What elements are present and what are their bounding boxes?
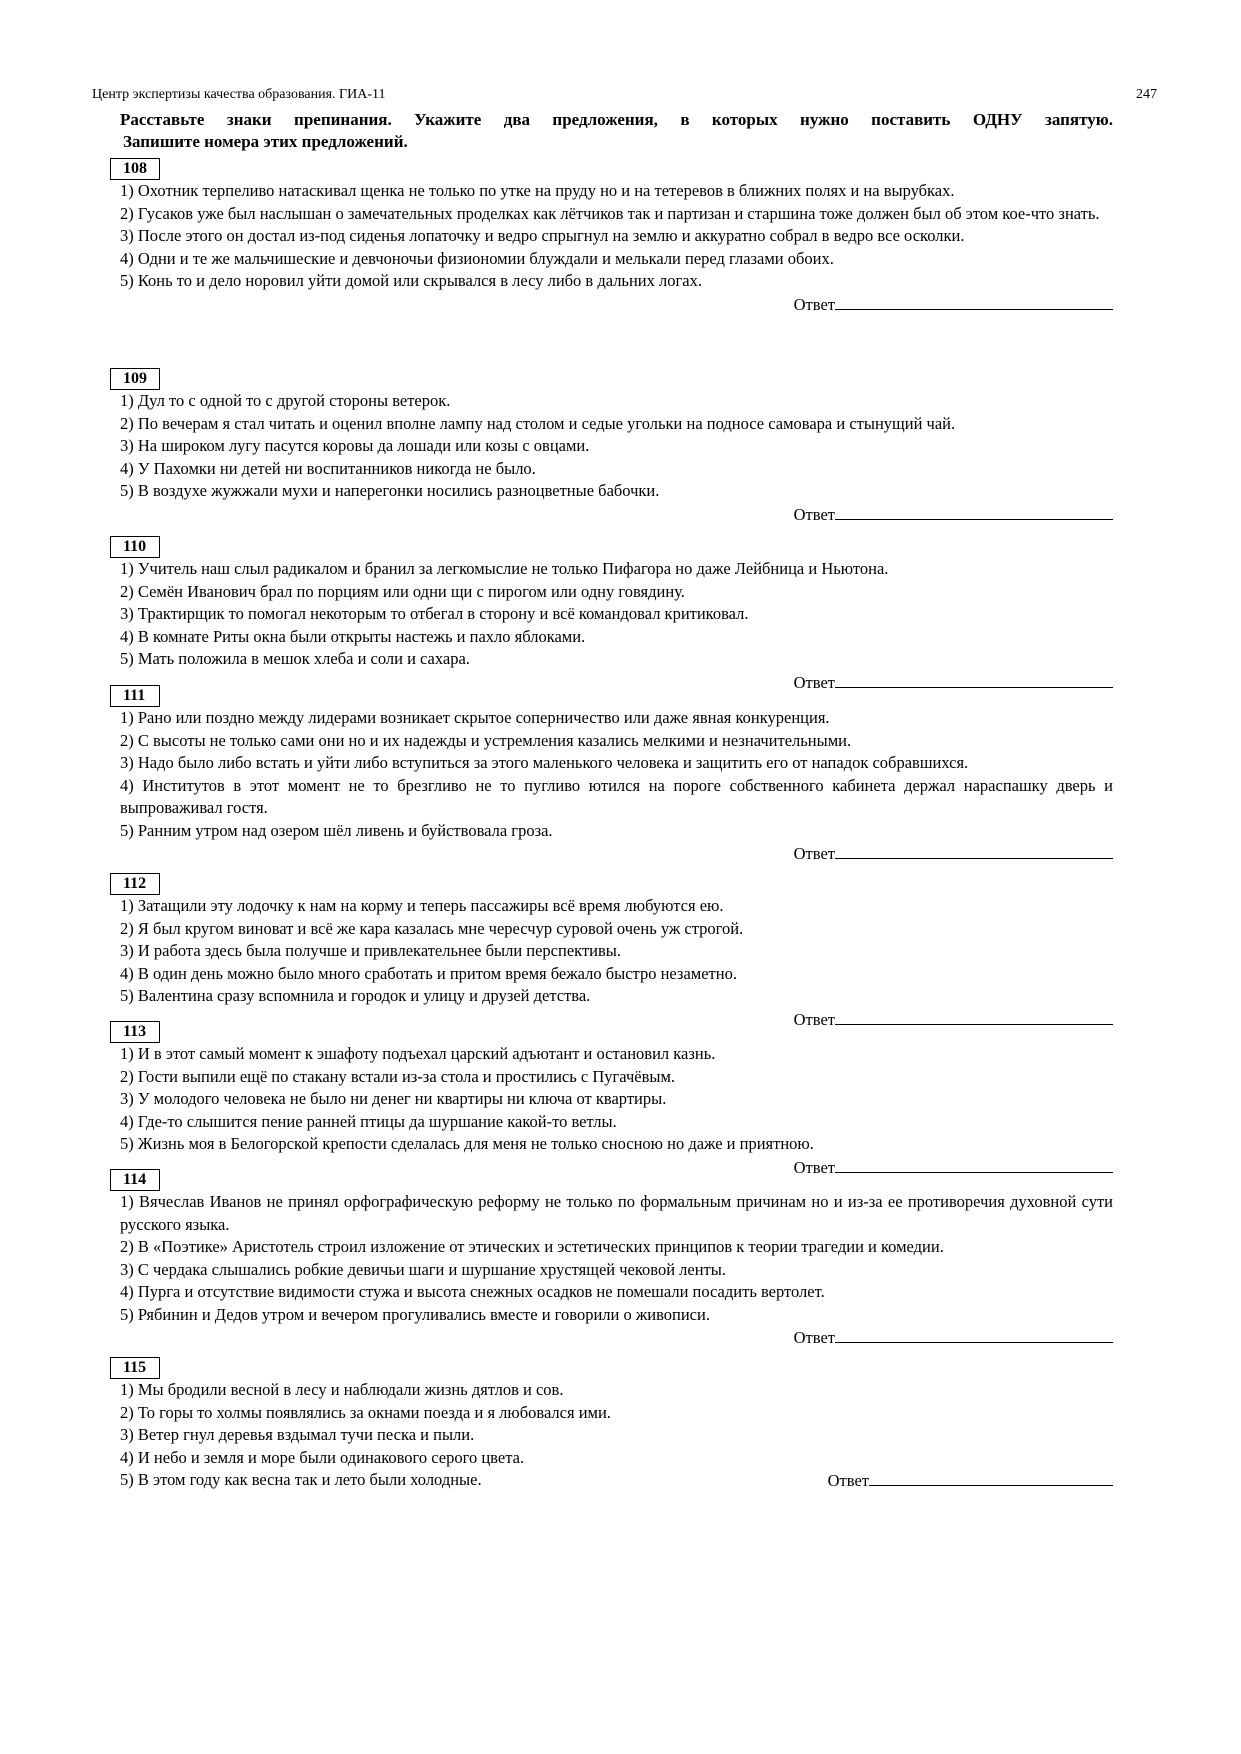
answer-line[interactable] bbox=[835, 1326, 1113, 1343]
answer-line[interactable] bbox=[869, 1469, 1113, 1486]
sentence: 5) В воздухе жужжали мухи и наперегонки носились разноцветные бабочки. bbox=[120, 481, 660, 500]
sentence: 4) Пурга и отсутствие видимости стужа и высота снежных осадков не помешали посадить вертолет. bbox=[120, 1282, 825, 1301]
task-block bbox=[120, 1021, 1113, 1177]
task-number: 112 bbox=[110, 873, 160, 895]
sentence: 2) То горы то холмы появлялись за окнами поезда и я любовался ими. bbox=[120, 1402, 611, 1422]
answer-label: Ответ bbox=[793, 844, 835, 863]
sentence: 5) Ранним утром над озером шёл ливень и буйствовала гроза. bbox=[120, 820, 553, 840]
sentence: 3) И работа здесь была получше и привлекательнее были перспективы. bbox=[120, 941, 622, 960]
sentence: 3) На широком лугу пасутся коровы да лошади или козы с овцами. bbox=[120, 436, 590, 455]
sentence: 1) Затащили эту лодочку к нам на корму и теперь пассажиры всё время любуются ею. bbox=[120, 896, 724, 915]
task-block bbox=[120, 158, 1113, 368]
sentence: 2) С высоты не только сами они но и их надежды и устремления казались мелкими и незначительными. bbox=[120, 730, 852, 750]
header-title: Центр экспертизы качества образования. ГИА-11 bbox=[92, 87, 386, 102]
task-number: 115 bbox=[110, 1357, 160, 1379]
answer-field[interactable] bbox=[828, 1469, 1113, 1492]
sentence: 5) Жизнь моя в Белогорской крепости сделалась для меня не только сносною но даже и приятною. bbox=[120, 1134, 814, 1153]
answer-line[interactable] bbox=[835, 503, 1113, 520]
task-number: 110 bbox=[110, 536, 160, 558]
task-number: 108 bbox=[110, 158, 160, 180]
sentence: 3) У молодого человека не было ни денег ни квартиры ни ключа от квартиры. bbox=[120, 1089, 667, 1108]
task-number: 114 bbox=[110, 1169, 160, 1191]
answer-field[interactable] bbox=[120, 1326, 1113, 1349]
sentence: 4) Институтов в этот момент не то брезгливо не то пугливо ютился на пороге собственного кабинета держал нараспашку дверь и выпроваживал гостя. bbox=[120, 775, 1113, 817]
sentence: 4) И небо и земля и море были одинакового серого цвета. bbox=[120, 1447, 525, 1467]
task-number: 109 bbox=[110, 368, 160, 390]
sentence: 2) По вечерам я стал читать и оценил вполне лампу над столом и седые угольки на подносе самовара и стынущий чай. bbox=[120, 413, 956, 433]
answer-label: Ответ bbox=[827, 1471, 869, 1490]
sentence: 4) В один день можно было много сработать и притом время бежало быстро незаметно. bbox=[120, 963, 737, 983]
answer-label: Ответ bbox=[793, 1328, 835, 1347]
sentence: 3) После этого он достал из-под сиденья лопаточку и ведро спрыгнул на землю и аккуратно собрал в ведро все осколки. bbox=[120, 226, 965, 245]
sentence: 5) Валентина сразу вспомнила и городок и улицу и друзей детства. bbox=[120, 986, 591, 1005]
sentence: 4) Где-то слышится пение ранней птицы да шуршание какой-то ветлы. bbox=[120, 1111, 617, 1131]
task-block bbox=[120, 1357, 1113, 1492]
answer-label: Ответ bbox=[793, 504, 835, 524]
sentence: 4) У Пахомки ни детей ни воспитанников никогда не было. bbox=[120, 458, 536, 478]
instruction-line-1: Расставьте знаки препинания. Укажите два предложения, в которых нужно поставить ОДНУ запятую. bbox=[120, 110, 1113, 129]
sentence-with-answer-row bbox=[120, 1469, 1113, 1492]
answer-label: Ответ bbox=[793, 672, 835, 692]
task-instruction bbox=[120, 109, 1113, 153]
sentence: 4) Одни и те же мальчишеские и девчоночьи физиономии блуждали и мелькали перед глазами обоих. bbox=[120, 248, 834, 268]
page-number: 247 bbox=[1136, 87, 1157, 102]
task-list bbox=[120, 158, 1113, 1492]
sentence: 4) В комнате Риты окна были открыты настежь и пахло яблоками. bbox=[120, 626, 586, 646]
sentence: 3) Надо было либо встать и уйти либо вступиться за этого маленького человека и защитить его от нападок собравшихся. bbox=[120, 753, 969, 772]
task-number: 113 bbox=[110, 1021, 160, 1043]
sentence: 5) Рябинин и Дедов утром и вечером прогуливались вместе и говорили о живописи. bbox=[120, 1304, 710, 1324]
sentence: 1) И в этот самый момент к эшафоту подъехал царский адъютант и остановил казнь. bbox=[120, 1044, 716, 1063]
task-block bbox=[120, 536, 1113, 692]
answer-label: Ответ bbox=[793, 294, 835, 314]
sentence: 1) Дул то с одной то с другой стороны ветерок. bbox=[120, 391, 451, 410]
sentence: 1) Охотник терпеливо натаскивал щенка не только по утке на пруду но и на тетеревов в ближних полях и на вырубках. bbox=[120, 181, 955, 200]
task-number: 111 bbox=[110, 685, 160, 707]
task-block bbox=[120, 873, 1113, 1029]
sentence: 3) Трактирщик то помогал некоторым то отбегал в сторону и всё командовал критиковал. bbox=[120, 604, 749, 623]
sentence: 3) Ветер гнул деревья вздымал тучи песка и пыли. bbox=[120, 1425, 475, 1444]
answer-line[interactable] bbox=[835, 293, 1113, 310]
sentence: 2) В «Поэтике» Аристотель строил изложение от этических и эстетических принципов к теории трагедии и комедии. bbox=[120, 1237, 944, 1256]
sentence: 2) Гости выпили ещё по стакану встали из-за стола и простились с Пугачёвым. bbox=[120, 1066, 676, 1086]
sentence: 2) Я был кругом виноват и всё же кара казалась мне чересчур суровой очень уж строгой. bbox=[120, 918, 744, 938]
sentence: 1) Рано или поздно между лидерами возникает скрытое соперничество или даже явная конкуренция. bbox=[120, 708, 830, 727]
instruction-line-2: Запишите номера этих предложений. bbox=[123, 132, 408, 151]
sentence: 1) Учитель наш слыл радикалом и бранил за легкомыслие не только Пифагора но даже Лейбница и Ньютона. bbox=[120, 559, 889, 578]
sentence: 5) Конь то и дело норовил уйти домой или скрывался в лесу либо в дальних логах. bbox=[120, 271, 702, 290]
sentence: 3) С чердака слышались робкие девичьи шаги и шуршание хрустящей чековой ленты. bbox=[120, 1259, 726, 1279]
answer-label: Ответ bbox=[793, 1157, 835, 1177]
answer-field[interactable] bbox=[120, 293, 1113, 316]
sentence: 2) Семён Иванович брал по порциям или одни щи с пирогом или одну говядину. bbox=[120, 581, 685, 601]
answer-label: Ответ bbox=[793, 1009, 835, 1029]
sentence: 5) Мать положила в мешок хлеба и соли и сахара. bbox=[120, 649, 470, 668]
task-block bbox=[120, 1169, 1113, 1357]
sentence: 1) Мы бродили весной в лесу и наблюдали жизнь дятлов и сов. bbox=[120, 1380, 564, 1399]
answer-line[interactable] bbox=[835, 842, 1113, 859]
sentence: 1) Вячеслав Иванов не принял орфографическую реформу не только по формальным причинам но и из-за ее противоречия духовной сути русского языка. bbox=[120, 1192, 1113, 1234]
answer-field[interactable] bbox=[120, 503, 1113, 526]
sentence: 5) В этом году как весна так и лето были холодные. bbox=[120, 1470, 482, 1489]
sentence: 2) Гусаков уже был наслышан о замечательных проделках как лётчиков так и партизан и старшина тоже должен был об этом кое-что знать. bbox=[120, 203, 1100, 223]
task-block bbox=[120, 685, 1113, 873]
task-block bbox=[120, 368, 1113, 536]
answer-field[interactable] bbox=[120, 842, 1113, 865]
